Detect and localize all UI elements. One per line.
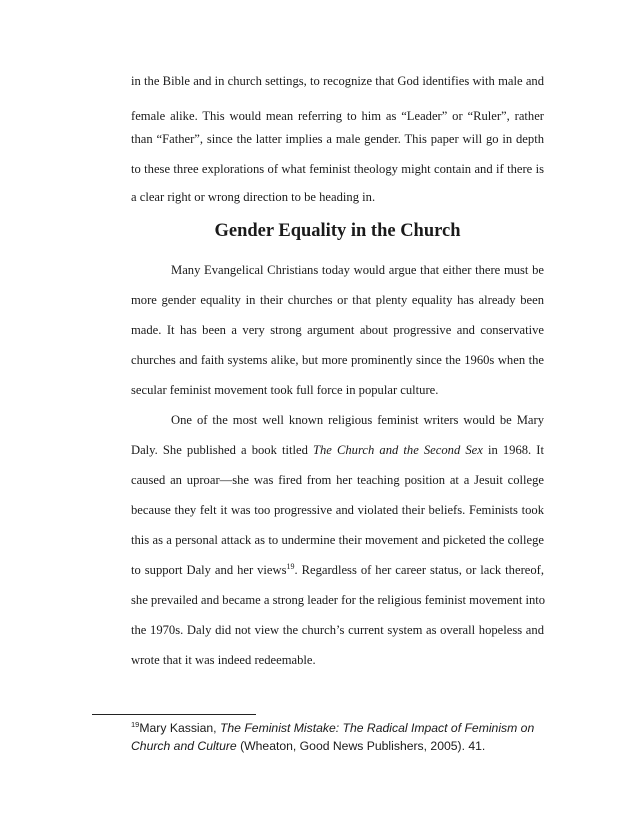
footnote-line-1 [131, 720, 551, 736]
para1-line-2: more gender equality in their churches or that plenty equality has already been [131, 293, 544, 307]
para1-line-3: made. It has been a very strong argument about progressive and conservative [131, 323, 544, 337]
para2-line-6 [131, 562, 544, 578]
footnote-title-1: The Feminist Mistake: The Radical Impact of Feminism on [219, 721, 535, 735]
footnote-title-2: Church and Culture [131, 739, 237, 753]
para2-line-2 [131, 442, 544, 458]
footnote-publication: (Wheaton, Good News Publishers, 2005). 41. [236, 739, 486, 753]
para2-line-2-end: in 1968. It [482, 443, 544, 457]
intro-line-5: a clear right or wrong direction to be heading in. [131, 190, 376, 204]
para1-line-4: churches and faith systems alike, but more prominently since the 1960s when the [131, 353, 544, 367]
para2-line-1: One of the most well known religious feminist writers would be Mary [171, 413, 544, 427]
footnote-number: 19 [131, 719, 140, 729]
para2-line-8: the 1970s. Daly did not view the church’s current system as overall hopeless and [131, 623, 544, 637]
para2-line-5: this as a personal attack as to undermine their movement and picketed the college [131, 533, 544, 547]
para2-line-6-start: to support Daly and her views [131, 563, 287, 577]
footnote-author: Mary Kassian, [139, 721, 220, 735]
book-title: The Church and the Second Sex [312, 443, 483, 457]
para2-line-6-end: . Regardless of her career status, or lack thereof, [294, 563, 544, 577]
intro-line-4: to these three explorations of what feminist theology might contain and if there is [131, 162, 544, 176]
section-heading: Gender Equality in the Church [214, 221, 461, 241]
para2-line-9: wrote that it was indeed redeemable. [131, 653, 316, 667]
para1-line-1: Many Evangelical Christians today would argue that either there must be [171, 263, 544, 277]
footnote-reference: 19 [286, 561, 295, 571]
para2-line-7: she prevailed and became a strong leader for the religious feminist movement into [131, 593, 546, 607]
para1-line-5: secular feminist movement took full force in popular culture. [131, 383, 439, 397]
para2-line-4: because they felt it was too progressive and violated their beliefs. Feminists took [131, 503, 544, 517]
para2-line-3: caused an uproar—she was fired from her teaching position at a Jesuit college [131, 473, 544, 487]
para2-line-2-start: Daly. She published a book titled [131, 443, 313, 457]
footnote-line-2 [131, 738, 551, 754]
intro-line-3: than “Father”, since the latter implies a male gender. This paper will go in depth [131, 132, 544, 146]
intro-line-2: female alike. This would mean referring to him as “Leader” or “Ruler”, rather [131, 109, 544, 123]
footnote-divider [92, 714, 256, 715]
intro-line-1: in the Bible and in church settings, to recognize that God identifies with male and [131, 74, 544, 88]
